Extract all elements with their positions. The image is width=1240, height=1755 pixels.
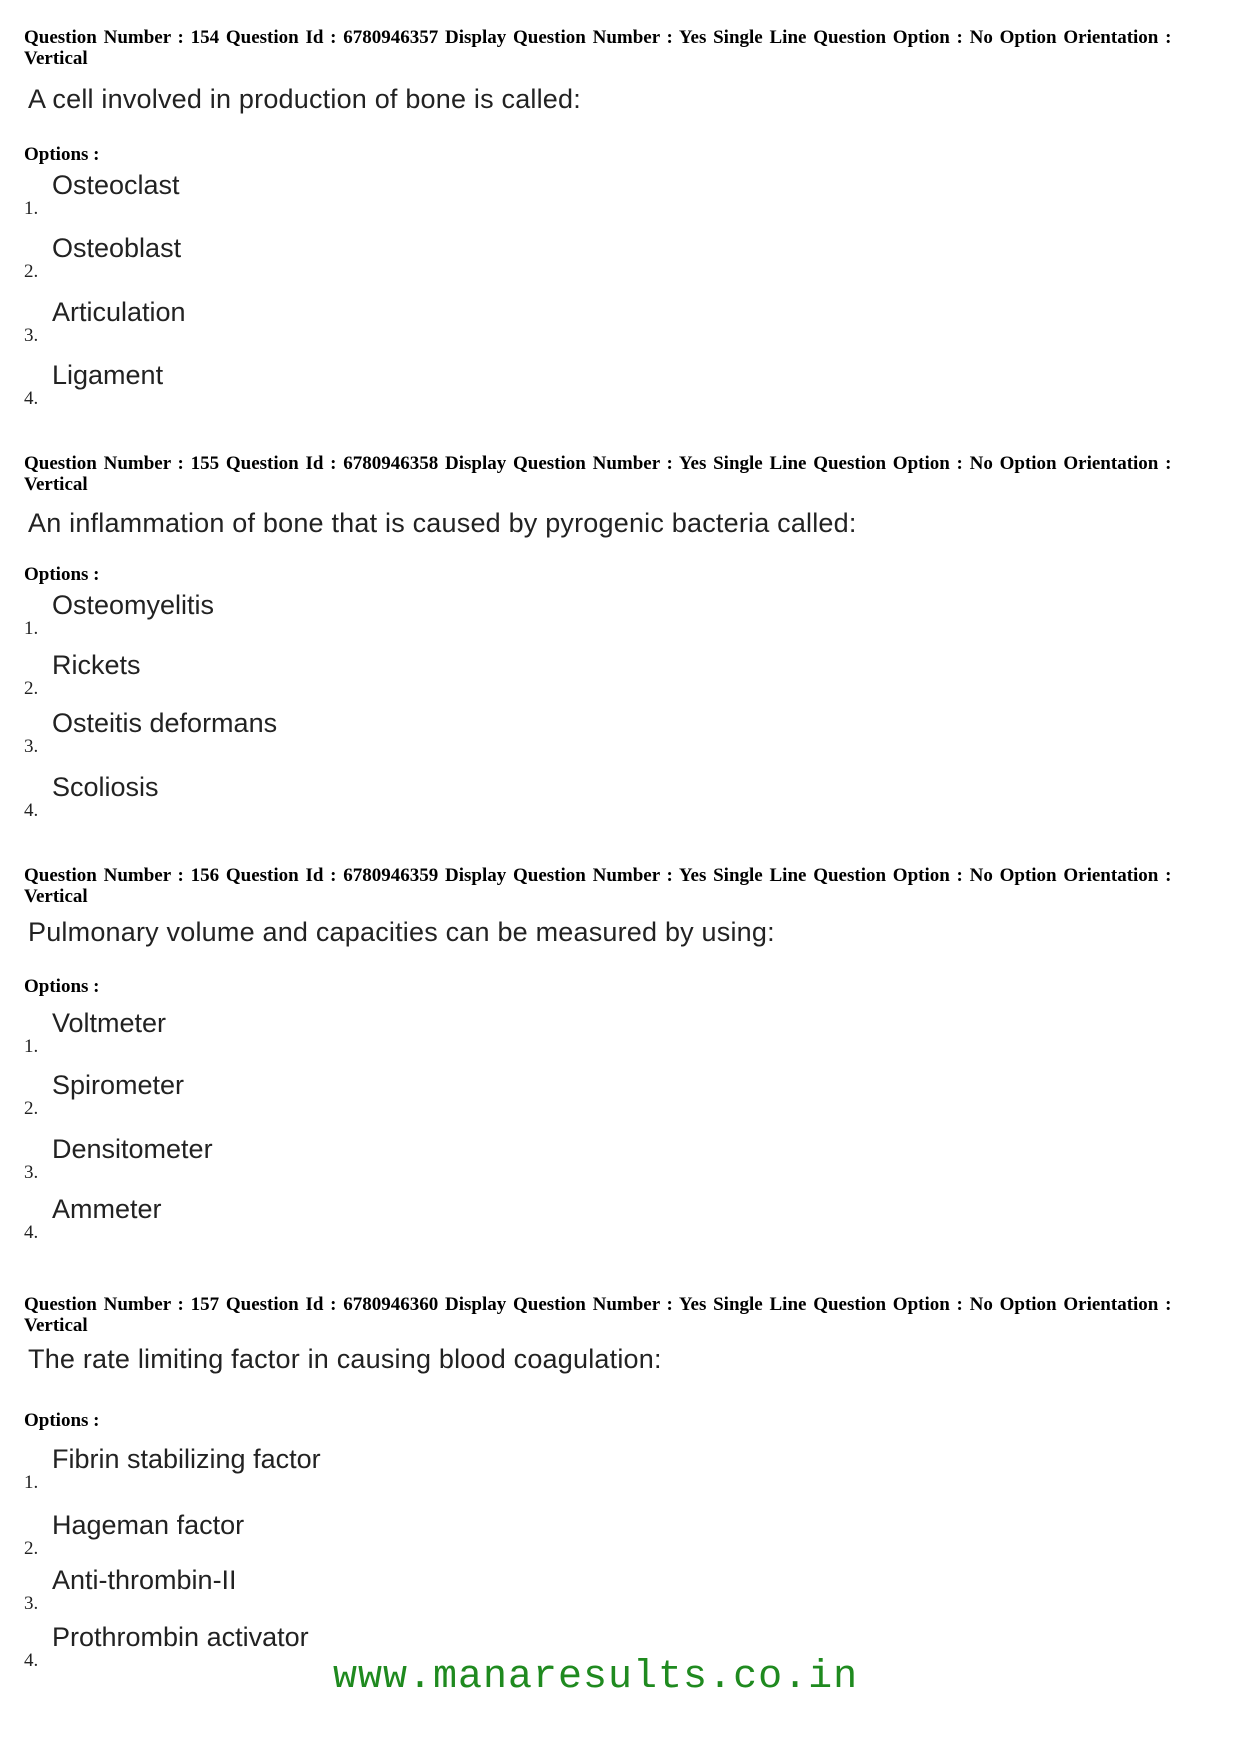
option-label: Scoliosis <box>52 772 159 802</box>
option-label: Osteoclast <box>52 170 180 200</box>
question-text: Pulmonary volume and capacities can be measured by using: <box>28 917 775 947</box>
option-label: Ammeter <box>52 1194 162 1224</box>
option-item <box>24 708 624 758</box>
option-label: Ligament <box>52 360 164 390</box>
option-item <box>24 170 624 220</box>
option-label: Hageman factor <box>52 1510 245 1540</box>
question-meta: Question Number : 155 Question Id : 6780946358 Display Question Number : Yes Single Line Question Option : No Option Orientation : Vertical <box>24 453 1172 495</box>
option-item <box>24 1134 624 1184</box>
option-label: Osteitis deformans <box>52 708 278 738</box>
option-number: 4. <box>24 388 39 409</box>
options-label: Options : <box>24 564 100 585</box>
option-item <box>24 650 624 700</box>
option-item <box>24 1444 624 1494</box>
option-number: 3. <box>24 1593 39 1614</box>
option-item <box>24 297 624 347</box>
option-number: 2. <box>24 1098 39 1119</box>
option-number: 3. <box>24 1162 39 1183</box>
option-number: 1. <box>24 1036 39 1057</box>
option-number: 2. <box>24 261 39 282</box>
option-item <box>24 772 624 822</box>
option-number: 1. <box>24 198 39 219</box>
option-number: 2. <box>24 678 39 699</box>
option-item <box>24 590 624 640</box>
option-label: Prothrombin activator <box>52 1622 309 1652</box>
question-text: A cell involved in production of bone is called: <box>28 84 581 114</box>
question-meta: Question Number : 154 Question Id : 6780946357 Display Question Number : Yes Single Line Question Option : No Option Orientation : Vertical <box>24 27 1172 69</box>
question-text: An inflammation of bone that is caused by pyrogenic bacteria called: <box>28 508 857 538</box>
watermark-url: www.manaresults.co.in <box>333 1655 859 1700</box>
option-number: 1. <box>24 1472 39 1493</box>
option-label: Fibrin stabilizing factor <box>52 1444 321 1474</box>
option-number: 4. <box>24 1222 39 1243</box>
option-label: Articulation <box>52 297 186 327</box>
option-label: Voltmeter <box>52 1008 167 1038</box>
option-item <box>24 1565 624 1615</box>
option-number: 3. <box>24 736 39 757</box>
option-number: 4. <box>24 800 39 821</box>
question-text: The rate limiting factor in causing blood coagulation: <box>28 1344 662 1374</box>
option-label: Spirometer <box>52 1070 185 1100</box>
option-label: Rickets <box>52 650 141 680</box>
options-label: Options : <box>24 144 100 165</box>
option-number: 2. <box>24 1538 39 1559</box>
option-item <box>24 1194 624 1244</box>
option-label: Densitometer <box>52 1134 213 1164</box>
option-item <box>24 1008 624 1058</box>
option-number: 3. <box>24 325 39 346</box>
option-label: Osteomyelitis <box>52 590 215 620</box>
options-label: Options : <box>24 1410 100 1431</box>
option-item <box>24 233 624 283</box>
question-meta: Question Number : 156 Question Id : 6780946359 Display Question Number : Yes Single Line Question Option : No Option Orientation : Vertical <box>24 865 1172 907</box>
option-number: 1. <box>24 618 39 639</box>
option-item <box>24 1510 624 1560</box>
option-number: 4. <box>24 1650 39 1671</box>
options-label: Options : <box>24 976 100 997</box>
question-meta: Question Number : 157 Question Id : 6780946360 Display Question Number : Yes Single Line Question Option : No Option Orientation : Vertical <box>24 1294 1172 1336</box>
option-item <box>24 1070 624 1120</box>
option-label: Anti-thrombin-II <box>52 1565 237 1595</box>
option-label: Osteoblast <box>52 233 182 263</box>
option-item <box>24 360 624 410</box>
